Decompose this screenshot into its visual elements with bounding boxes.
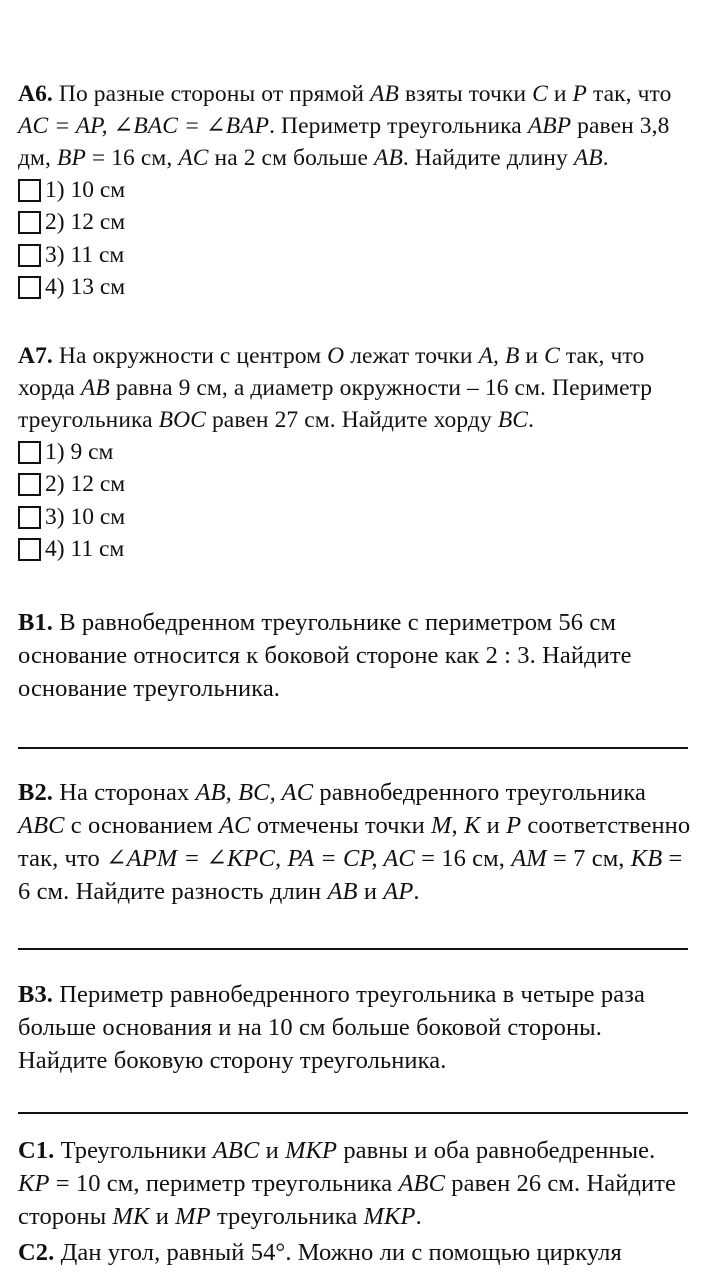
- answer-line[interactable]: [18, 1112, 688, 1114]
- math-term: ABC: [398, 1170, 446, 1197]
- math-term: KP: [18, 1170, 50, 1197]
- math-term: MK: [112, 1203, 150, 1230]
- checkbox-icon[interactable]: [18, 276, 41, 299]
- math-term: BP: [56, 145, 86, 171]
- text-run: равна 9 см, а диаметр окружности – 16 см. Периметр треугольника: [18, 375, 653, 433]
- answer-option[interactable]: 2) 12 см: [18, 469, 692, 502]
- math-term: KB: [630, 845, 663, 872]
- answer-option[interactable]: 2) 12 см: [18, 207, 692, 240]
- text-run: На сторонах: [53, 779, 196, 806]
- text-run: = 16 см,: [85, 145, 179, 171]
- math-term: AC: [178, 145, 209, 171]
- answer-option[interactable]: 3) 11 см: [18, 239, 692, 272]
- text-run: равны и оба равнобедренные.: [337, 1137, 656, 1164]
- math-term: AB: [373, 145, 403, 171]
- text-run: отмечены точки: [250, 812, 432, 839]
- question-b1-label: В1.: [18, 609, 54, 636]
- math-term: BOC: [158, 407, 206, 433]
- math-term: AP: [383, 878, 414, 905]
- math-term: C: [544, 343, 560, 369]
- question-a7-text: [18, 340, 692, 436]
- question-b2-label: В2.: [18, 779, 54, 806]
- text-run: равен 27 см. Найдите хорду: [205, 407, 498, 433]
- answer-option[interactable]: 3) 10 см: [18, 501, 692, 534]
- math-term: P: [572, 81, 587, 107]
- text-run: На окружности с центром: [52, 343, 328, 369]
- question-b3-text: [18, 978, 692, 1077]
- math-term: MP: [175, 1203, 211, 1230]
- math-term: AB: [573, 145, 603, 171]
- text-run: .: [413, 878, 420, 905]
- question-a6-text: [18, 78, 692, 174]
- answer-option[interactable]: 1) 9 см: [18, 436, 692, 469]
- text-run: = 16 см,: [414, 845, 512, 872]
- math-term: AB: [370, 81, 400, 107]
- math-term: AC = AP, ∠BAC = ∠BAP: [18, 113, 270, 139]
- math-term: M, K: [431, 812, 481, 839]
- text-run: = 10 см, периметр треугольника: [49, 1170, 399, 1197]
- answer-option[interactable]: 4) 13 см: [18, 272, 692, 305]
- worksheet-page: [18, 0, 692, 1280]
- checkbox-icon[interactable]: [18, 441, 41, 464]
- math-term: ABC: [18, 812, 65, 839]
- math-term: C: [532, 81, 548, 107]
- question-c2-text: [18, 1236, 692, 1269]
- answer-line[interactable]: [18, 747, 688, 749]
- math-term: AM: [511, 845, 547, 872]
- math-term: MKP: [363, 1203, 416, 1230]
- math-term: AB: [327, 878, 358, 905]
- text-run: .: [602, 145, 609, 171]
- checkbox-icon[interactable]: [18, 473, 41, 496]
- text-run: = 7 см,: [546, 845, 631, 872]
- text-run: и: [357, 878, 384, 905]
- question-c2-label: С2.: [18, 1239, 55, 1266]
- question-b3: [18, 978, 692, 1077]
- math-term: P: [506, 812, 522, 839]
- question-a6-options: [18, 174, 692, 304]
- checkbox-icon[interactable]: [18, 538, 41, 561]
- text-run: Треугольники: [54, 1137, 213, 1164]
- text-run: треугольника: [210, 1203, 364, 1230]
- text-run: и: [519, 343, 545, 369]
- question-a6: [18, 78, 692, 304]
- checkbox-icon[interactable]: [18, 179, 41, 202]
- math-term: AB, BC, AC: [195, 779, 314, 806]
- question-b3-label: В3.: [18, 981, 54, 1008]
- text-run: так, что: [587, 81, 672, 107]
- math-term: AC: [219, 812, 251, 839]
- text-run: По разные стороны от прямой: [52, 81, 371, 107]
- question-a7-label: А7.: [18, 343, 53, 369]
- question-b2-text: [18, 776, 692, 908]
- question-b2: [18, 776, 692, 908]
- text-run: . Периметр треугольника: [269, 113, 528, 139]
- text-run: = 6 см. Найдите разность длин: [18, 845, 683, 905]
- text-run: Дан угол, равный 54°. Можно ли с помощью циркуля: [54, 1239, 622, 1266]
- question-b1-text: [18, 606, 692, 705]
- math-term: O: [327, 343, 345, 369]
- checkbox-icon[interactable]: [18, 211, 41, 234]
- math-term: AB: [80, 375, 110, 401]
- text-run: равнобедренного треугольника: [313, 779, 646, 806]
- question-c1: [18, 1134, 692, 1233]
- question-c2: [18, 1236, 692, 1269]
- text-run: с основанием: [64, 812, 220, 839]
- text-run: .: [528, 407, 535, 433]
- question-a7-options: [18, 436, 692, 566]
- math-term: BC: [497, 407, 529, 433]
- question-c1-label: С1.: [18, 1137, 55, 1164]
- question-a6-label: А6.: [18, 81, 53, 107]
- text-run: и: [149, 1203, 176, 1230]
- text-run: лежат точки: [344, 343, 479, 369]
- math-term: A, B: [478, 343, 520, 369]
- checkbox-icon[interactable]: [18, 506, 41, 529]
- text-run: так, что хорда: [18, 343, 645, 401]
- text-run: на 2 см больше: [208, 145, 374, 171]
- math-term: ABP: [527, 113, 572, 139]
- question-c1-text: [18, 1134, 692, 1233]
- math-term: ABC: [212, 1137, 260, 1164]
- text-run: соответственно так, что: [18, 812, 691, 872]
- text-run: равен 26 см. Найдите стороны: [18, 1170, 676, 1230]
- question-b1: [18, 606, 692, 705]
- text-run: . Найдите длину: [402, 145, 574, 171]
- answer-option[interactable]: 4) 11 см: [18, 534, 692, 567]
- answer-option[interactable]: 1) 10 см: [18, 174, 692, 207]
- text-run: равен 3,8 дм,: [18, 113, 670, 171]
- question-a7: [18, 340, 692, 566]
- text-run: взяты точки: [399, 81, 533, 107]
- text-run: и: [259, 1137, 286, 1164]
- text-run: .: [415, 1203, 422, 1230]
- answer-line[interactable]: [18, 948, 688, 950]
- text-run: и: [480, 812, 507, 839]
- text-run: Периметр равнобедренного треугольника в четыре раза больше основания и на 10 см больше боковой стороны. Найдите боковую сторону треугольника.: [18, 981, 645, 1074]
- math-term: ∠APM = ∠KPC, PA = CP, AC: [106, 845, 415, 872]
- math-term: MKP: [285, 1137, 338, 1164]
- checkbox-icon[interactable]: [18, 244, 41, 267]
- text-run: В равнобедренном треугольнике с периметром 56 см основание относится к боковой стороне как 2 : 3. Найдите основание треугольника.: [18, 609, 632, 702]
- text-run: и: [547, 81, 573, 107]
